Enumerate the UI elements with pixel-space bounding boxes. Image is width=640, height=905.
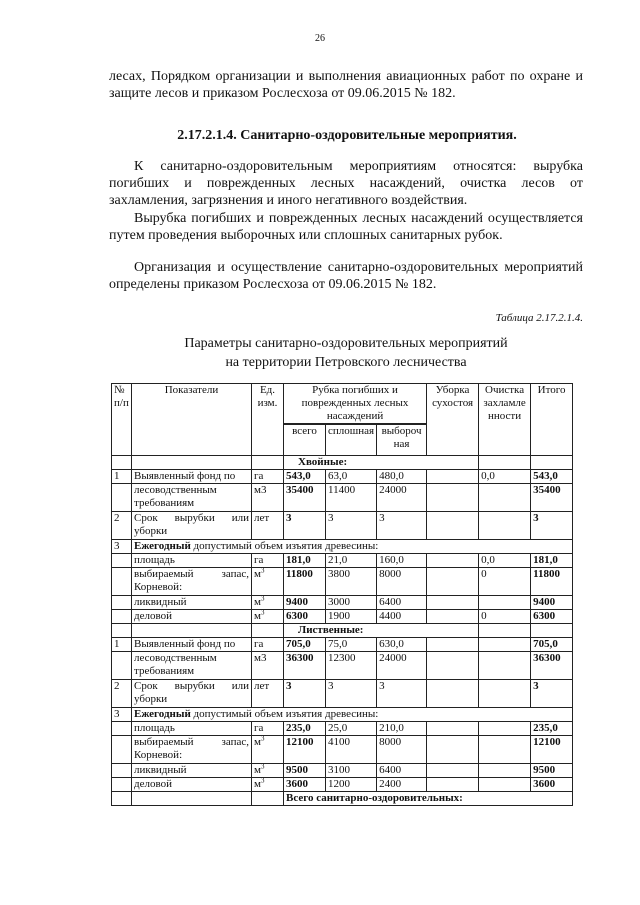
cell-num [112, 568, 132, 596]
cell-cleaning [479, 778, 531, 792]
cell-num [112, 554, 132, 568]
cell-result: 235,0 [531, 722, 573, 736]
cell-selective: 210,0 [377, 722, 427, 736]
cell-selective: 24000 [377, 652, 427, 680]
cell-clear: 21,0 [326, 554, 377, 568]
cell-deadwood [427, 778, 479, 792]
section-heading: 2.17.2.1.4. Санитарно-оздоровительные мероприятия. [177, 128, 517, 143]
paragraph-3: Организация и осуществление санитарно-оздоровительных мероприятий определены приказом Рослесхоза от 09.06.2015 № 182. [109, 260, 583, 292]
cell-label: площадь [132, 554, 252, 568]
cell-clear: 1200 [326, 778, 377, 792]
header-unit: Ед. изм. [252, 384, 284, 456]
cell-result: 35400 [531, 484, 573, 512]
table-row [112, 722, 573, 736]
cell-label: лесоводственным требованиям [132, 652, 252, 680]
cell-clear: 11400 [326, 484, 377, 512]
cell-label: лесоводственным требованиям [132, 484, 252, 512]
section-row-deciduous [112, 624, 573, 638]
table-title [109, 334, 583, 372]
paragraph-1: К санитарно-оздоровительным мероприятиям относятся: вырубка погибших и поврежденных лесных насаждений, очистка лесов от захламления, загрязнения и иного негативного воздействия. [109, 159, 583, 208]
cell-result: 36300 [531, 652, 573, 680]
cell-deadwood [427, 680, 479, 708]
cell-result: 12100 [531, 736, 573, 764]
cell-num: 2 [112, 512, 132, 540]
cell-num: 3 [112, 540, 132, 554]
table-row [112, 512, 573, 540]
table-row [112, 540, 573, 554]
cell-selective: 3 [377, 680, 427, 708]
cell-label: выбираемый запас, Корневой: [132, 568, 252, 596]
parameters-table [111, 383, 573, 806]
intro-line-1: лесах, Порядком организации и выполнения авиационных работ по охране и [109, 69, 583, 84]
cell-total: 9500 [284, 764, 326, 778]
header-selective: выбороч ная [377, 425, 427, 456]
cell-total: 181,0 [284, 554, 326, 568]
cell-unit: га [252, 638, 284, 652]
table-row [112, 596, 573, 610]
cell-selective: 4400 [377, 610, 427, 624]
cell-clear: 3 [326, 680, 377, 708]
cell-clear: 4100 [326, 736, 377, 764]
cell-unit: га [252, 722, 284, 736]
cell-total: 11800 [284, 568, 326, 596]
cell-num [112, 652, 132, 680]
cell-label: Ежегодный допустимый объем изъятия древесины: [132, 708, 573, 722]
table-row [112, 638, 573, 652]
cell-deadwood [427, 638, 479, 652]
cell-num: 1 [112, 470, 132, 484]
header-felling: Рубка погибших и поврежденных лесных насаждений [284, 384, 427, 424]
cell-cleaning [479, 722, 531, 736]
table-row [112, 764, 573, 778]
cell-label: ликвидный [132, 764, 252, 778]
cell-clear: 3000 [326, 596, 377, 610]
cell-total: 705,0 [284, 638, 326, 652]
cell-result: 3 [531, 680, 573, 708]
cell-result: 543,0 [531, 470, 573, 484]
table-title-line-1: Параметры санитарно-оздоровительных мероприятий [184, 336, 508, 351]
cell-clear: 3800 [326, 568, 377, 596]
cell-cleaning [479, 638, 531, 652]
table-row [112, 778, 573, 792]
header-indicator: Показатели [132, 384, 252, 456]
section-row-all [112, 792, 573, 806]
cell-deadwood [427, 512, 479, 540]
cell-cleaning [479, 680, 531, 708]
cell-clear: 3100 [326, 764, 377, 778]
cell-total: 3 [284, 512, 326, 540]
cell-deadwood [427, 736, 479, 764]
cell-num [112, 596, 132, 610]
cell-unit: $м^3$ [252, 778, 284, 792]
cell-label: деловой [132, 610, 252, 624]
cell-selective: 3 [377, 512, 427, 540]
header-clear: сплошная [326, 425, 377, 456]
table-row [112, 610, 573, 624]
cell-cleaning [479, 764, 531, 778]
cell-total: 36300 [284, 652, 326, 680]
section-label-conifer: Хвойные: [284, 456, 479, 470]
cell-deadwood [427, 470, 479, 484]
table-row [112, 554, 573, 568]
table-title-line-2: на территории Петровского лесничества [225, 355, 467, 370]
cell-unit: $м^3$ [252, 764, 284, 778]
cell-selective: 8000 [377, 736, 427, 764]
cell-deadwood [427, 610, 479, 624]
cell-label: Выявленный фонд по [132, 638, 252, 652]
table-row [112, 652, 573, 680]
section-label-all: Всего санитарно-оздоровительных: [284, 792, 573, 806]
cell-result: 11800 [531, 568, 573, 596]
cell-result: 9500 [531, 764, 573, 778]
cell-num: 1 [112, 638, 132, 652]
cell-result: 3600 [531, 778, 573, 792]
cell-num: 3 [112, 708, 132, 722]
cell-total: 9400 [284, 596, 326, 610]
cell-result: 9400 [531, 596, 573, 610]
cell-clear: 75,0 [326, 638, 377, 652]
cell-unit: м3 [252, 484, 284, 512]
cell-total: 235,0 [284, 722, 326, 736]
table-row [112, 680, 573, 708]
cell-result: 3 [531, 512, 573, 540]
cell-num [112, 764, 132, 778]
cell-cleaning [479, 512, 531, 540]
cell-unit: га [252, 554, 284, 568]
cell-selective: 630,0 [377, 638, 427, 652]
header-deadwood: Уборка сухостоя [427, 384, 479, 456]
cell-label: площадь [132, 722, 252, 736]
cell-selective: 6400 [377, 596, 427, 610]
header-cleaning: Очистка захламле нности [479, 384, 531, 456]
page-number: 26 [315, 33, 325, 44]
cell-cleaning [479, 736, 531, 764]
cell-clear: 12300 [326, 652, 377, 680]
cell-label: деловой [132, 778, 252, 792]
section-row-conifer [112, 456, 573, 470]
cell-selective: 2400 [377, 778, 427, 792]
cell-unit: лет [252, 512, 284, 540]
cell-result: 181,0 [531, 554, 573, 568]
cell-deadwood [427, 722, 479, 736]
cell-deadwood [427, 484, 479, 512]
cell-unit: $м^3$ [252, 568, 284, 596]
cell-num [112, 722, 132, 736]
cell-total: 35400 [284, 484, 326, 512]
cell-cleaning [479, 652, 531, 680]
cell-cleaning [479, 596, 531, 610]
cell-total: 3600 [284, 778, 326, 792]
header-result: Итого [531, 384, 573, 456]
cell-num [112, 778, 132, 792]
cell-selective: 8000 [377, 568, 427, 596]
cell-total: 3 [284, 680, 326, 708]
cell-total: 543,0 [284, 470, 326, 484]
table-header-row [112, 384, 573, 424]
cell-clear: 25,0 [326, 722, 377, 736]
cell-num [112, 610, 132, 624]
cell-deadwood [427, 764, 479, 778]
cell-deadwood [427, 568, 479, 596]
cell-clear: 1900 [326, 610, 377, 624]
cell-unit: лет [252, 680, 284, 708]
cell-deadwood [427, 596, 479, 610]
cell-num: 2 [112, 680, 132, 708]
cell-label: Выявленный фонд по [132, 470, 252, 484]
table-row [112, 708, 573, 722]
cell-cleaning: 0 [479, 568, 531, 596]
cell-label: Срок вырубки или уборки [132, 512, 252, 540]
cell-selective: 24000 [377, 484, 427, 512]
cell-unit: $м^3$ [252, 610, 284, 624]
cell-result: 6300 [531, 610, 573, 624]
cell-label: ликвидный [132, 596, 252, 610]
table-row [112, 484, 573, 512]
cell-total: 12100 [284, 736, 326, 764]
cell-label: Срок вырубки или уборки [132, 680, 252, 708]
table-row [112, 568, 573, 596]
table-row [112, 736, 573, 764]
cell-cleaning: 0 [479, 610, 531, 624]
cell-num [112, 484, 132, 512]
cell-unit: га [252, 470, 284, 484]
table-row [112, 470, 573, 484]
cell-clear: 63,0 [326, 470, 377, 484]
cell-deadwood [427, 652, 479, 680]
header-num: № п/п [112, 384, 132, 456]
intro-paragraph [109, 68, 583, 102]
cell-label: Ежегодный допустимый объем изъятия древесины: [132, 540, 573, 554]
paragraph-2: Вырубка погибших и поврежденных лесных насаждений осуществляется путем проведения выборочных или сплошных санитарных рубок. [109, 211, 583, 243]
table-caption: Таблица 2.17.2.1.4. [495, 312, 583, 324]
cell-cleaning [479, 484, 531, 512]
cell-selective: 6400 [377, 764, 427, 778]
cell-unit: $м^3$ [252, 596, 284, 610]
cell-deadwood [427, 554, 479, 568]
cell-unit: $м^3$ [252, 736, 284, 764]
cell-cleaning: 0,0 [479, 470, 531, 484]
section-label-deciduous: Лиственные: [284, 624, 479, 638]
cell-clear: 3 [326, 512, 377, 540]
cell-num [112, 736, 132, 764]
cell-selective: 160,0 [377, 554, 427, 568]
cell-selective: 480,0 [377, 470, 427, 484]
cell-total: 6300 [284, 610, 326, 624]
header-total: всего [284, 425, 326, 456]
cell-cleaning: 0,0 [479, 554, 531, 568]
cell-unit: м3 [252, 652, 284, 680]
intro-line-2: защите лесов и приказом Рослесхоза от 09.06.2015 № 182. [109, 86, 456, 101]
cell-result: 705,0 [531, 638, 573, 652]
cell-label: выбираемый запас, Корневой: [132, 736, 252, 764]
